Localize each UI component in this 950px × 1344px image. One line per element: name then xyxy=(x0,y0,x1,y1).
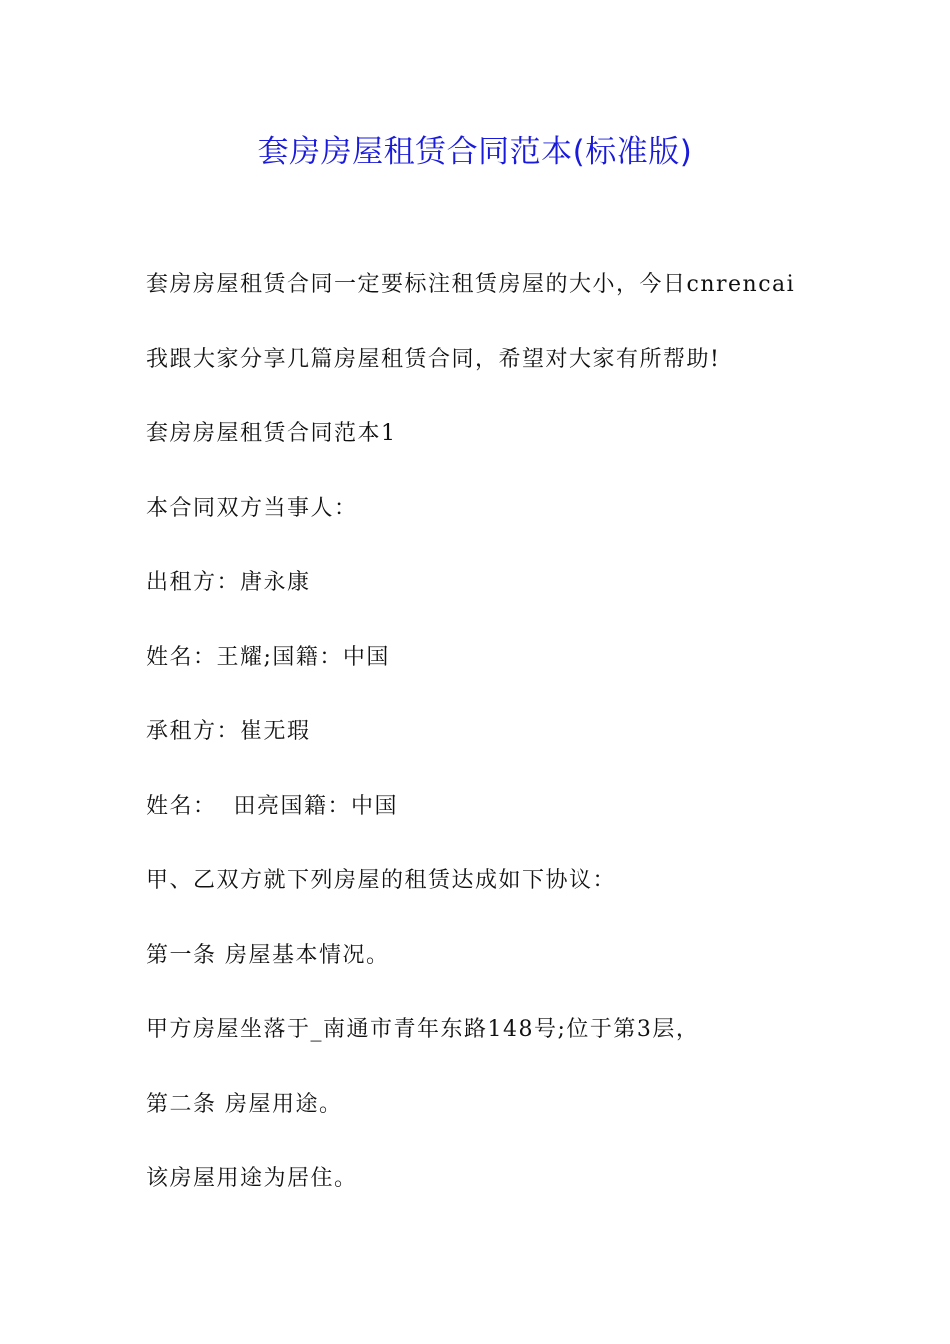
paragraph-intro-2: 我跟大家分享几篇房屋租赁合同，希望对大家有所帮助! xyxy=(146,347,721,372)
lessor-name-line: 姓名：王耀;国籍：中国 xyxy=(146,645,390,670)
lessor-line: 出租方：唐永康 xyxy=(146,570,311,595)
article-1-heading: 第一条 房屋基本情况。 xyxy=(146,943,390,968)
article-1-body: 甲方房屋坐落于_南通市青年东路148号;位于第3层， xyxy=(146,1017,700,1042)
paragraph-intro-1: 套房房屋租赁合同一定要标注租赁房屋的大小，今日cnrencai xyxy=(146,272,796,297)
agreement-intro: 甲、乙双方就下列房屋的租赁达成如下协议： xyxy=(146,868,617,893)
document-title: 套房房屋租赁合同范本(标准版) xyxy=(257,134,693,170)
article-2-body: 该房屋用途为居住。 xyxy=(146,1166,358,1191)
lessee-name-line: 姓名： 田亮国籍：中国 xyxy=(146,794,398,819)
section-heading: 套房房屋租赁合同范本1 xyxy=(146,421,397,446)
article-2-heading: 第二条 房屋用途。 xyxy=(146,1092,343,1117)
lessee-line: 承租方：崔无瑕 xyxy=(146,719,311,744)
parties-label: 本合同双方当事人： xyxy=(146,496,358,521)
